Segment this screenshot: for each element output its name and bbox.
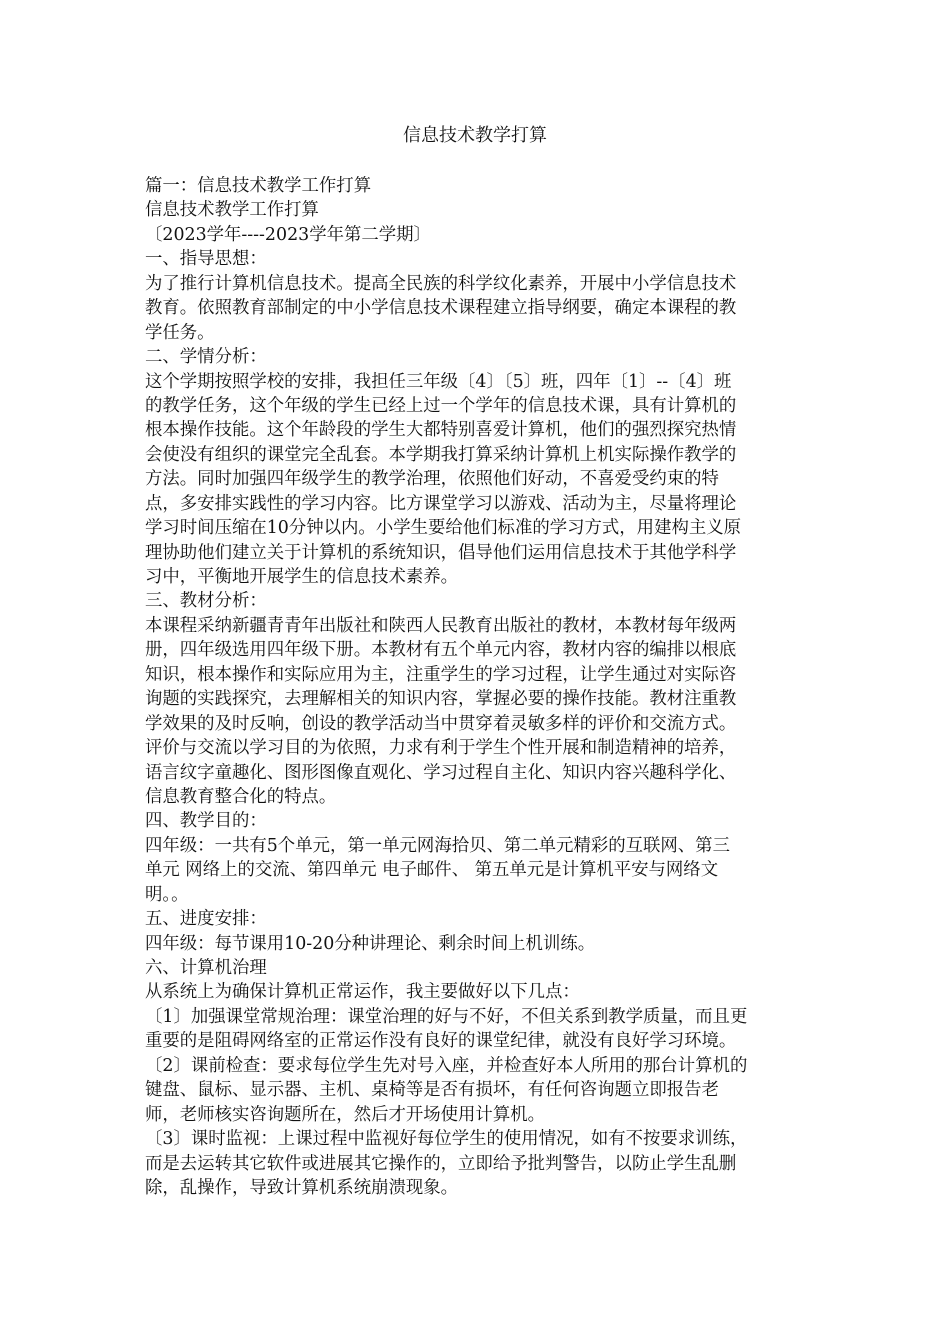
text-line: 学习时间压缩在10分钟以内。小学生要给他们标准的学习方式，用建构主义原 [145, 518, 742, 539]
text-line: 四年级：一共有5个单元，第一单元网海拾贝、第二单元精彩的互联网、第三 [145, 835, 730, 856]
text-line: 册，四年级选用四年级下册。本教材有五个单元内容，教材内容的编排以根底 [145, 640, 737, 661]
text-line: 为了推行计算机信息技术。提高全民族的科学纹化素养，开展中小学信息技术 [145, 273, 737, 294]
text-line: 本课程采纳新疆青青年出版社和陕西人民教育出版社的教材，本教材每年级两 [145, 615, 737, 636]
text-line: 一、指导思想： [145, 249, 267, 270]
text-line: 〔2〕课前检查：要求每位学生先对号入座，并检查好本人所用的那台计算机的 [145, 1055, 748, 1076]
text-line: 四年级：每节课用10-20分种讲理论、剩余时间上机训练。 [145, 933, 596, 954]
text-line: 评价与交流以学习目的为依照，力求有利于学生个性开展和制造精神的培养， [145, 738, 737, 759]
text-line: 三、教材分析： [145, 591, 267, 612]
text-line: 根本操作技能。这个年龄段的学生大都特别喜爱计算机，他们的强烈探究热情 [145, 420, 737, 441]
text-line: 除，乱操作，导致计算机系统崩溃现象。 [145, 1177, 459, 1198]
text-line: 这个学期按照学校的安排，我担任三年级〔4〕〔5〕班，四年〔1〕--〔4〕班 [145, 371, 732, 392]
text-line: 师，老师核实咨询题所在，然后才开场使用计算机。 [145, 1104, 545, 1125]
text-line: 学任务。 [145, 322, 215, 343]
text-line: 习中，平衡地开展学生的信息技术素养。 [145, 567, 459, 587]
text-line: 方法。同时加强四年级学生的教学治理，依照他们好动，不喜爱受约束的特 [145, 469, 719, 490]
text-line: 语言纹字童趣化、图形图像直观化、学习过程自主化、知识内容兴趣科学化、 [145, 762, 737, 783]
text-line: 〔1〕加强课堂常规治理：课堂治理的好与不好，不但关系到教学质量，而且更 [145, 1006, 748, 1027]
text-line: 键盘、鼠标、显示器、主机、桌椅等是否有损坏，有任何咨询题立即报告老 [145, 1080, 719, 1101]
text-line: 从系统上为确保计算机正常运作，我主要做好以下几点： [145, 982, 580, 1003]
text-line: 理协助他们建立关于计算机的系统知识，倡导他们运用信息技术于其他学科学 [145, 542, 737, 563]
text-line: 〔2023学年----2023学年第二学期〕 [145, 224, 431, 245]
text-line: 重要的是阻碍网络室的正常运作没有良好的课堂纪律，就没有良好学习环境。 [145, 1031, 737, 1052]
text-line: 学效果的及时反响，创设的教学活动当中贯穿着灵敏多样的评价和交流方式。 [145, 713, 737, 734]
text-line: 二、学情分析： [145, 347, 267, 368]
text-line: 而是去运转其它软件或进展其它操作的，立即给予批判警告，以防止学生乱删 [145, 1153, 737, 1174]
document-title: 信息技术教学打算 [403, 125, 547, 146]
text-line: 点，多安排实践性的学习内容。比方课堂学习以游戏、活动为主，尽量将理论 [145, 493, 737, 514]
text-line: 篇一：信息技术教学工作打算 [145, 176, 372, 196]
text-line: 六、计算机治理 [145, 958, 267, 978]
text-line: 单元 网络上的交流、第四单元 电子邮件、 第五单元是计算机平安与网络文 [145, 860, 719, 881]
text-line: 四、教学目的： [145, 811, 267, 832]
text-line: 知识，根本操作和实际应用为主，注重学生的学习过程，让学生通过对实际咨 [145, 664, 737, 685]
text-line: 的教学任务，这个年级的学生已经上过一个学年的信息技术课，具有计算机的 [145, 395, 737, 416]
text-line: 明。。 [145, 884, 189, 905]
text-line: 信息教育整合化的特点。 [145, 786, 337, 807]
text-line: 会使没有组织的课堂完全乱套。本学期我打算采纳计算机上机实际操作教学的 [145, 444, 737, 465]
text-line: 五、进度安排： [145, 909, 267, 930]
text-line: 教育。依照教育部制定的中小学信息技术课程建立指导纲要，确定本课程的教 [145, 298, 737, 319]
text-line: 询题的实践探究，去理解相关的知识内容，掌握必要的操作技能。教材注重教 [145, 689, 737, 710]
text-line: 信息技术教学工作打算 [145, 200, 319, 221]
document-body [145, 174, 813, 1200]
text-line: 〔3〕课时监视：上课过程中监视好每位学生的使用情况，如有不按要求训练， [145, 1129, 748, 1150]
